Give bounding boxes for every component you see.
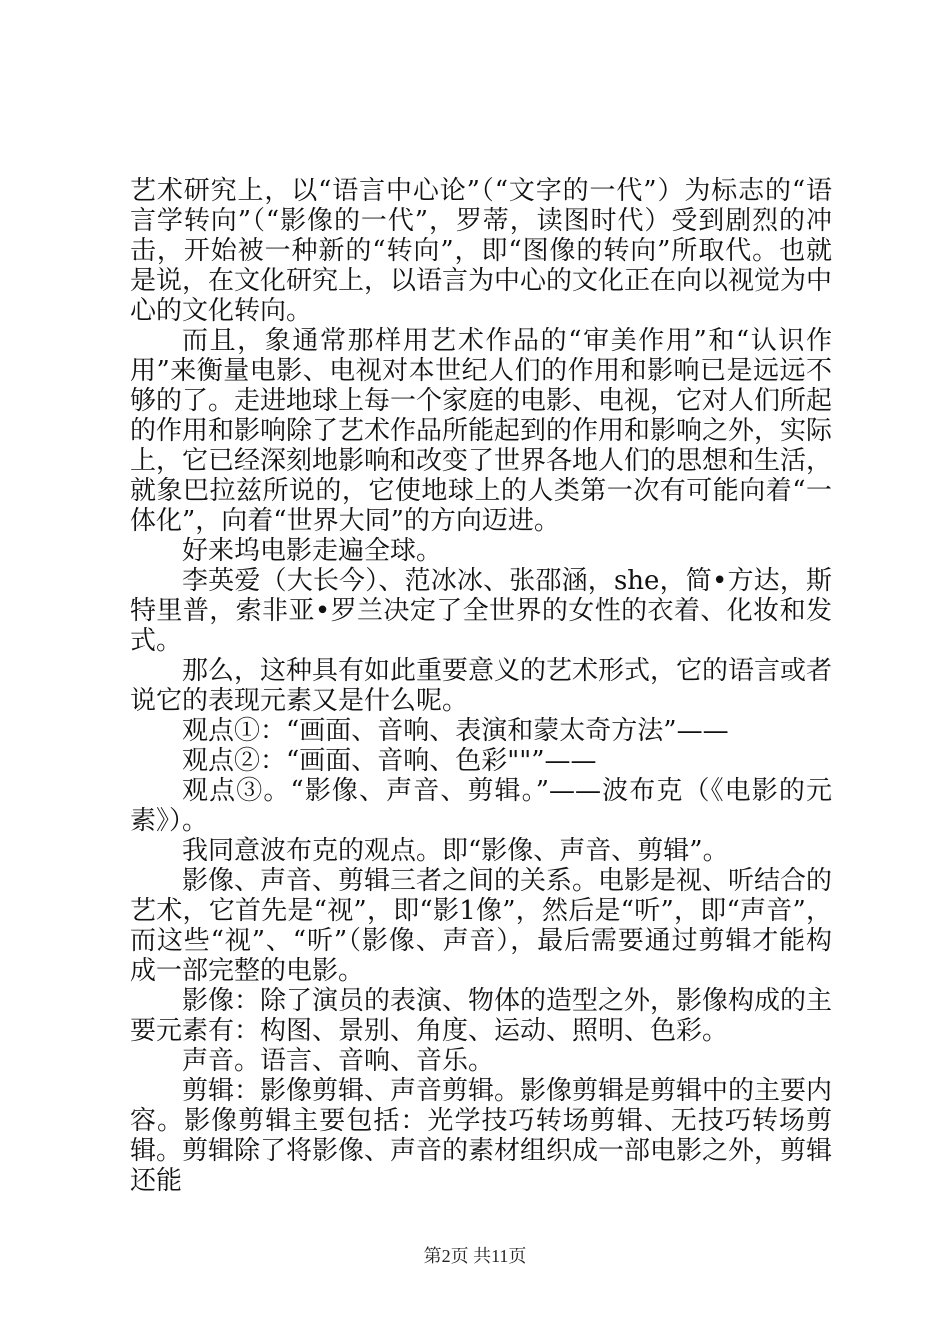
document-body: [130, 176, 832, 1196]
paragraph-11: 影像：除了演员的表演、物体的造型之外，影像构成的主要元素有：构图、景别、角度、运动、照明、色彩。: [130, 986, 833, 1046]
paragraph-12: 声音。语言、音响、音乐。: [182, 1046, 495, 1076]
paragraph-10: 影像、声音、剪辑三者之间的关系。电影是视、听结合的艺术，它首先是“视”，即“影1像”，然后是“听”，即“声音”，而这些“视”、“听”（影像、声音），最后需要通过剪辑才能构成一部完整的电影。: [130, 866, 833, 986]
paragraph-6: 观点①：“画面、音响、表演和蒙太奇方法”——: [182, 716, 729, 746]
paragraph-13: 剪辑：影像剪辑、声音剪辑。影像剪辑是剪辑中的主要内容。影像剪辑主要包括：光学技巧转场剪辑、无技巧转场剪辑。剪辑除了将影像、声音的素材组织成一部电影之外，剪辑还能: [130, 1076, 833, 1196]
paragraph-3: 好来坞电影走遍全球。: [182, 536, 443, 566]
paragraph-9: 我同意波布克的观点。即“影像、声音、剪辑”。: [182, 836, 729, 866]
paragraph-5: 那么，这种具有如此重要意义的艺术形式，它的语言或者说它的表现元素又是什么呢。: [130, 656, 833, 716]
page-number-footer: 第2页 共11页: [423, 1246, 527, 1266]
paragraph-8: 观点③。“影像、声音、剪辑。”——波布克（《电影的元素》）。: [130, 776, 832, 836]
paragraph-1: 艺术研究上，以“语言中心论”（“文字的一代”）为标志的“语言学转向”（“影像的一代”，罗蒂，读图时代）受到剧烈的冲击，开始被一种新的“转向”，即“图像的转向”所取代。也就是说，在文化研究上，以语言为中心的文化正在向以视觉为中心的文化转向。: [130, 176, 833, 326]
paragraph-7: 观点②：“画面、音响、色彩""”——: [182, 746, 597, 776]
paragraph-4: 李英爱（大长今）、范冰冰、张邵涵，she，简•方达，斯特里普，索非亚•罗兰决定了全世界的女性的衣着、化妆和发式。: [130, 566, 832, 656]
paragraph-2: 而且，象通常那样用艺术作品的“审美作用”和“认识作用”来衡量电影、电视对本世纪人们的作用和影响已是远远不够的了。走进地球上每一个家庭的电影、电视，它对人们所起的作用和影响除了艺术作品所能起到的作用和影响之外，实际上，它已经深刻地影响和改变了世界各地人们的思想和生活，就象巴拉兹所说的，它使地球上的人类第一次有可能向着“一体化”，向着“世界大同”的方向迈进。: [130, 326, 833, 536]
